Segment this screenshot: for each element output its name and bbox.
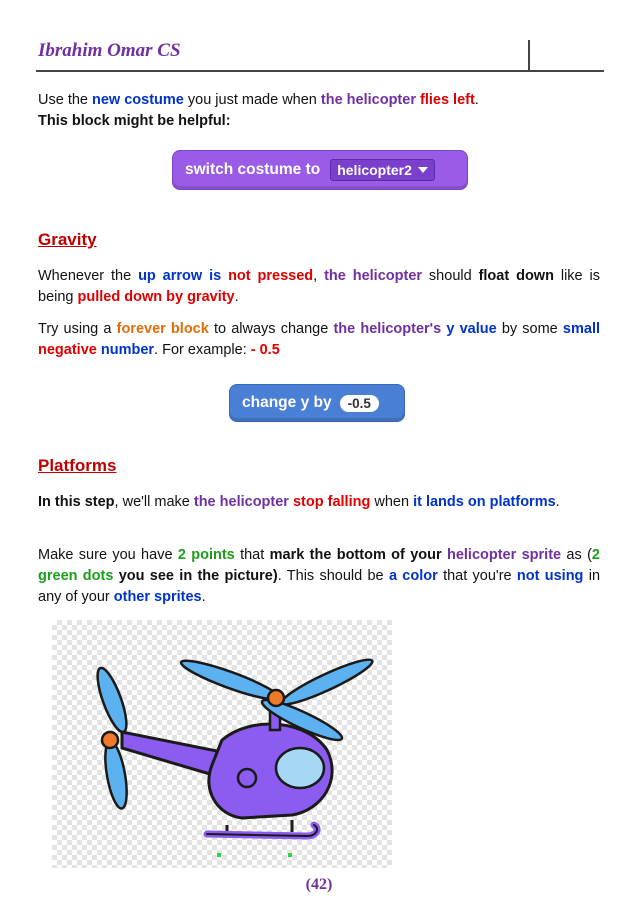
main-rotor-hub	[268, 690, 284, 706]
platforms-paragraph-1: In this step, we'll make the helicopter stop falling when it lands on platforms.	[38, 494, 560, 510]
change-y-block[interactable]	[229, 384, 405, 422]
switch-costume-block[interactable]	[172, 150, 468, 190]
header-title: Ibrahim Omar CS	[38, 40, 181, 61]
platforms-paragraph-2: Make sure you have 2 points that mark the bottom of your helicopter sprite as (2 green dots you see in the picture). This should be a color that you're not using in any of your other sprites.	[38, 547, 601, 605]
costume-dropdown-value: helicopter2	[337, 162, 412, 178]
gravity-paragraph-2: Try using a forever block to always change the helicopter's y value by some small negative number. For example: - 0.5	[38, 321, 601, 358]
cockpit-window	[276, 748, 324, 788]
gravity-paragraph-1: Whenever the up arrow is not pressed, the helicopter should float down like is being pulled down by gravity.	[38, 268, 600, 305]
tail-rotor-hub	[102, 732, 118, 748]
green-dot-right	[288, 853, 292, 857]
platforms-heading: Platforms	[38, 456, 117, 475]
switch-costume-label: switch costume to	[185, 161, 321, 178]
chevron-down-icon	[418, 167, 428, 173]
helicopter-icon	[52, 620, 392, 868]
intro-paragraph: Use the new costume you just made when the helicopter flies left. This block might be helpful:	[38, 92, 479, 129]
change-y-value-input[interactable]: -0.5	[340, 395, 379, 412]
change-y-label: change y by	[242, 394, 332, 411]
gravity-heading: Gravity	[38, 230, 97, 249]
page-number: (42)	[305, 876, 333, 893]
porthole-window	[238, 769, 256, 787]
costume-dropdown[interactable]	[330, 159, 435, 181]
green-dot-left	[217, 853, 221, 857]
header-divider-tick	[528, 40, 530, 71]
helicopter-sprite-image	[52, 620, 392, 868]
header-rule	[36, 70, 604, 72]
